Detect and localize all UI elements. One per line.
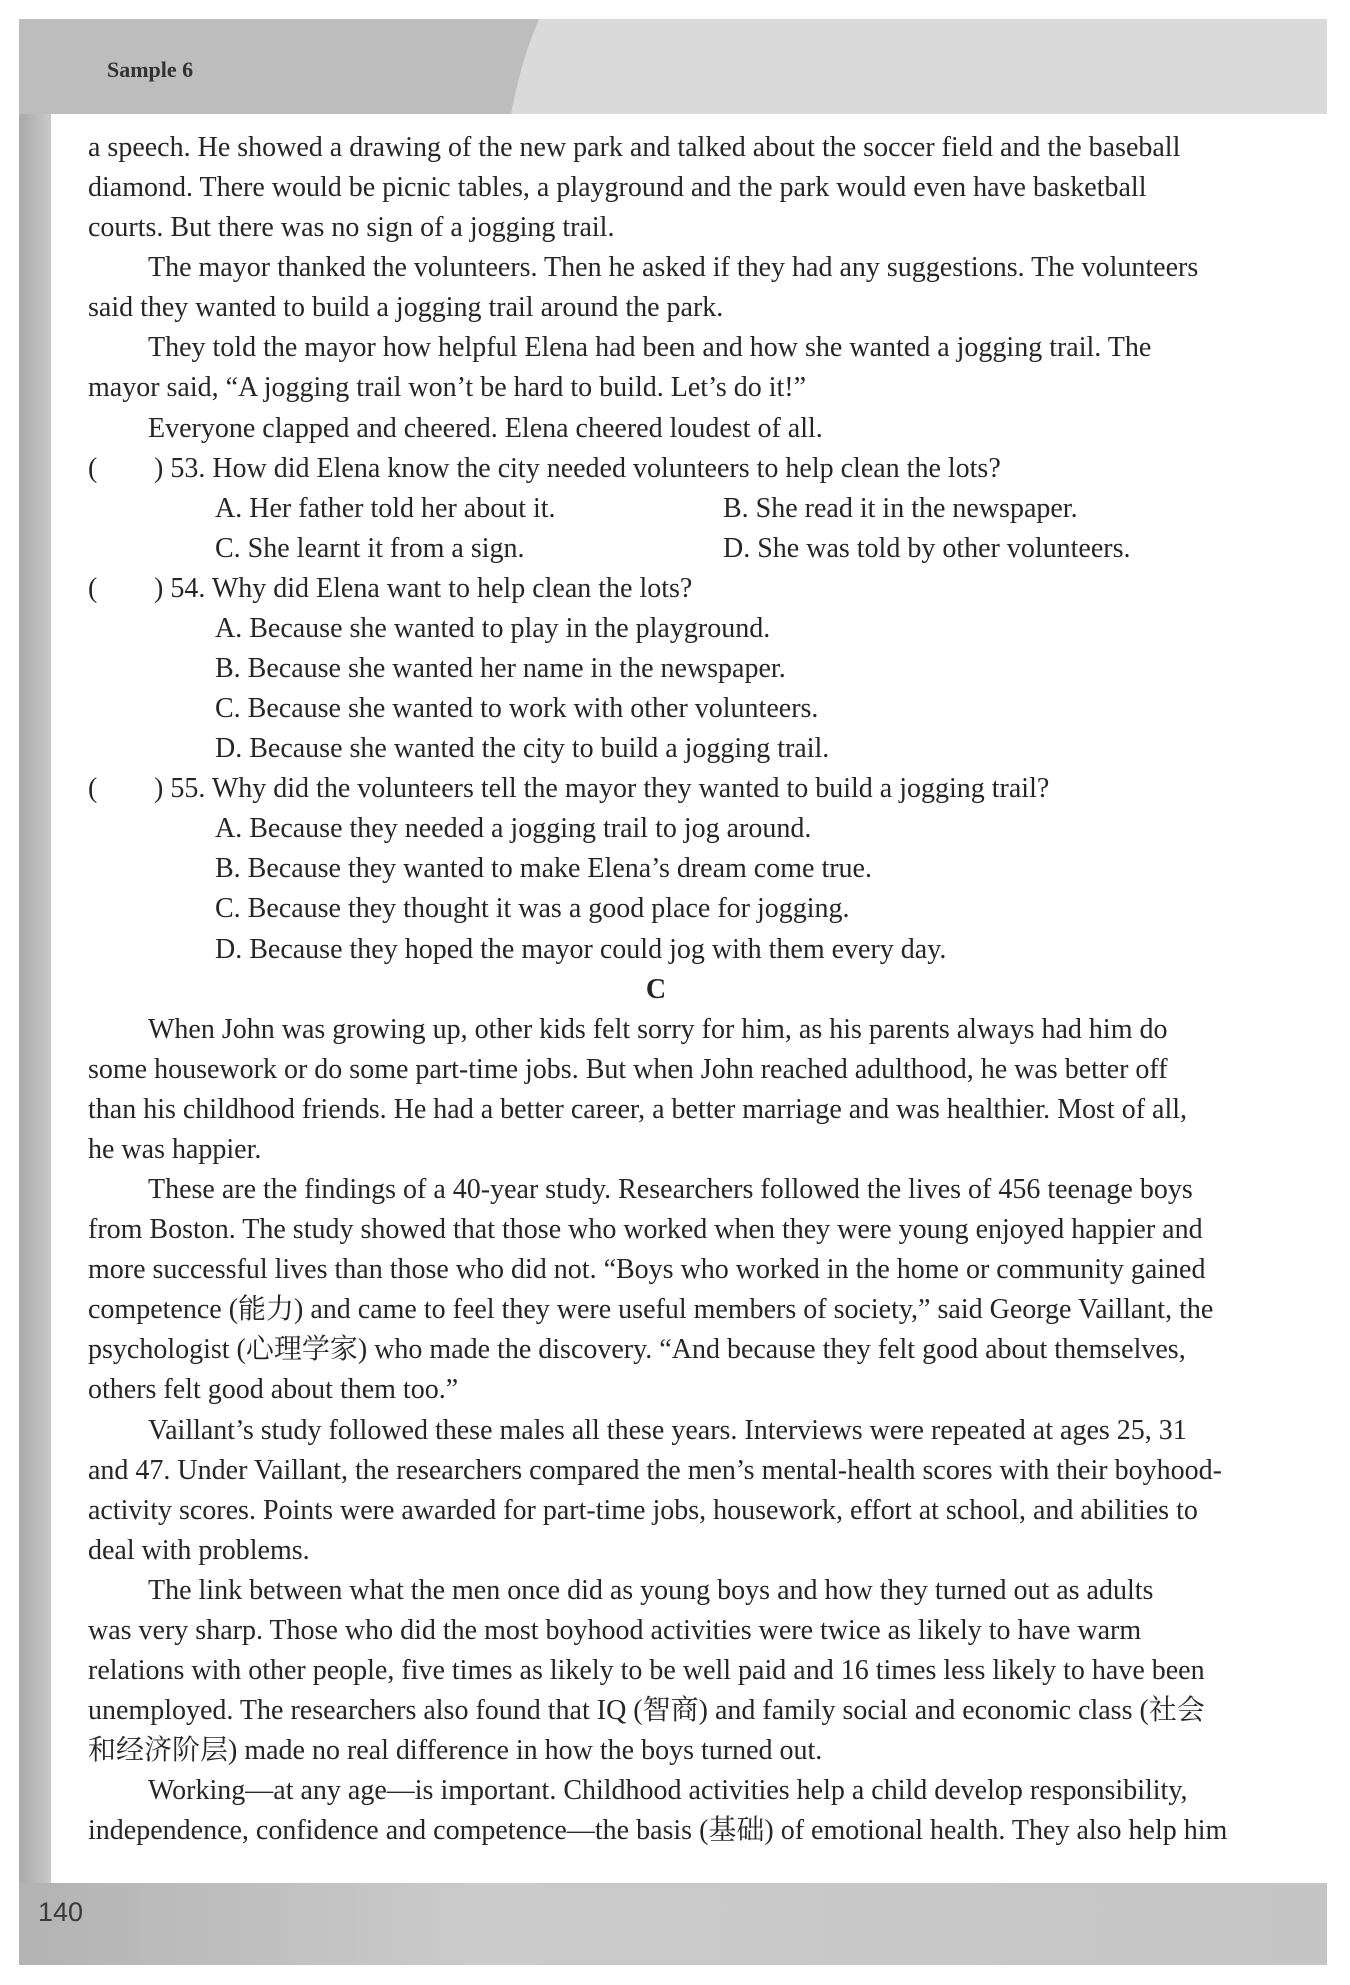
option-a: A. Because she wanted to play in the playground. xyxy=(215,612,771,644)
text-line: diamond. There would be picnic tables, a playground and the park would even have basketball xyxy=(88,172,1147,204)
text-line: others felt good about them too.” xyxy=(88,1374,459,1406)
text-line: Working—at any age—is important. Childhood activities help a child develop responsibility, xyxy=(148,1775,1188,1807)
answer-bracket-open: ( xyxy=(88,773,98,805)
section-label: Sample 6 xyxy=(107,57,194,82)
option-c: C. Because they thought it was a good place for jogging. xyxy=(215,893,850,925)
text-line: than his childhood friends. He had a better career, a better marriage and was healthier. Most of all, xyxy=(88,1093,1188,1125)
paragraph xyxy=(88,128,1288,248)
question-54 xyxy=(88,569,1288,769)
question-stem: How did Elena know the city needed volunteers to help clean the lots? xyxy=(212,452,1001,484)
text-line: Vaillant’s study followed these males all these years. Interviews were repeated at ages 25, 31 xyxy=(148,1414,1187,1446)
option-c: C. Because she wanted to work with other volunteers. xyxy=(215,693,819,725)
passage-b xyxy=(88,128,1288,449)
text-line: said they wanted to build a jogging trail around the park. xyxy=(88,292,724,324)
text-line: and 47. Under Vaillant, the researchers compared the men’s mental-health scores with their boyhood- xyxy=(88,1454,1222,1486)
option-row xyxy=(88,489,1288,529)
page-number: 140 xyxy=(38,1897,84,1927)
text-line: deal with problems. xyxy=(88,1534,310,1566)
text-line: unemployed. The researchers also found that IQ (智商) and family social and economic class (社会 xyxy=(88,1695,1205,1727)
text-line: relations with other people, five times as likely to be well paid and 16 times less likely to have been xyxy=(88,1654,1205,1686)
option-c: C. She learnt it from a sign. xyxy=(215,532,525,564)
option-d: D. Because she wanted the city to build a jogging trail. xyxy=(215,733,830,765)
text-line: psychologist (心理学家) who made the discovery. “And because they felt good about themselves, xyxy=(88,1334,1186,1366)
option-d: D. Because they hoped the mayor could jog with them every day. xyxy=(215,933,947,965)
question-number: ) 54. xyxy=(154,572,206,604)
text-line: he was happier. xyxy=(88,1133,262,1165)
text-line: The mayor thanked the volunteers. Then he asked if they had any suggestions. The volunteers xyxy=(148,252,1199,284)
text-line: These are the findings of a 40-year study. Researchers followed the lives of 456 teenage boys xyxy=(148,1174,1193,1206)
text-line: courts. But there was no sign of a jogging trail. xyxy=(88,212,615,244)
header-tab-shape xyxy=(19,19,1327,114)
question-stem-line xyxy=(88,769,1288,809)
passage-heading: C xyxy=(645,973,667,1005)
paragraph xyxy=(88,328,1288,408)
text-line: competence (能力) and came to feel they were useful members of society,” said George Vaillant, the xyxy=(88,1294,1214,1326)
text-line: mayor said, “A jogging trail won’t be hard to build. Let’s do it!” xyxy=(88,372,807,404)
question-stem: Why did the volunteers tell the mayor they wanted to build a jogging trail? xyxy=(211,773,1050,805)
text-line: was very sharp. Those who did the most boyhood activities were twice as likely to have warm xyxy=(88,1614,1142,1646)
option-b: B. She read it in the newspaper. xyxy=(723,492,1078,524)
passage-c xyxy=(88,970,1288,1852)
text-line: activity scores. Points were awarded for part-time jobs, housework, effort at school, and abilities to xyxy=(88,1494,1198,1526)
option-a: A. Because they needed a jogging trail to jog around. xyxy=(215,813,812,845)
paragraph xyxy=(88,248,1288,328)
text-line: a speech. He showed a drawing of the new park and talked about the soccer field and the baseball xyxy=(88,132,1181,163)
question-stem-line xyxy=(88,449,1288,489)
text-line: from Boston. The study showed that those who worked when they were young enjoyed happier and xyxy=(88,1214,1203,1246)
option-d: D. She was told by other volunteers. xyxy=(723,532,1131,564)
text-line: Everyone clapped and cheered. Elena cheered loudest of all. xyxy=(148,412,823,444)
option-b: B. Because she wanted her name in the newspaper. xyxy=(215,653,786,685)
paragraph xyxy=(88,1010,1288,1170)
question-55 xyxy=(88,769,1288,969)
text-line: The link between what the men once did as young boys and how they turned out as adults xyxy=(148,1574,1154,1606)
paragraph xyxy=(88,1771,1288,1851)
option-b: B. Because they wanted to make Elena’s dream come true. xyxy=(215,853,872,885)
answer-bracket-open: ( xyxy=(88,572,98,604)
text-line: more successful lives than those who did not. “Boys who worked in the home or community gained xyxy=(88,1254,1206,1286)
option-a: A. Her father told her about it. xyxy=(215,492,556,524)
paragraph xyxy=(88,409,1288,449)
text-line: 和经济阶层) made no real difference in how the boys turned out. xyxy=(88,1735,823,1767)
question-53 xyxy=(88,449,1288,569)
paragraph xyxy=(88,1170,1288,1410)
page-body xyxy=(88,128,1288,1851)
text-line: independence, confidence and competence—the basis (基础) of emotional health. They also help him xyxy=(88,1815,1228,1847)
header-band xyxy=(19,19,1327,114)
left-margin-strip xyxy=(19,114,51,1883)
answer-bracket-open: ( xyxy=(88,452,98,484)
question-stem: Why did Elena want to help clean the lots? xyxy=(211,572,693,604)
question-number: ) 53. xyxy=(154,452,206,484)
paragraph xyxy=(88,1411,1288,1571)
question-stem-line xyxy=(88,569,1288,609)
text-line: some housework or do some part-time jobs. But when John reached adulthood, he was better off xyxy=(88,1053,1168,1085)
text-line: When John was growing up, other kids felt sorry for him, as his parents always had him do xyxy=(148,1013,1168,1045)
paragraph xyxy=(88,1571,1288,1771)
text-line: They told the mayor how helpful Elena had been and how she wanted a jogging trail. The xyxy=(148,332,1152,364)
footer-band xyxy=(19,1883,1327,1965)
option-row xyxy=(88,529,1288,569)
question-number: ) 55. xyxy=(154,773,206,805)
